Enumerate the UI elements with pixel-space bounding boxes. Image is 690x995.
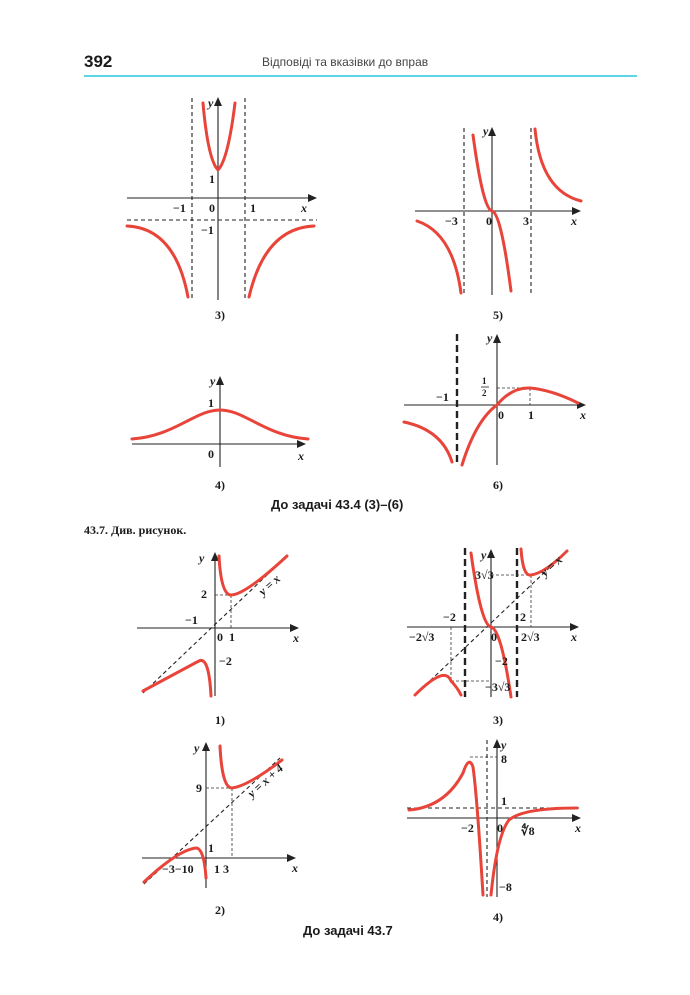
tick-label: 1	[208, 396, 214, 410]
running-header: Відповіді та вказівки до вправ	[262, 55, 429, 69]
page-number: 392	[84, 52, 113, 71]
y-label: y	[194, 741, 200, 755]
tick-label: 3	[523, 214, 529, 228]
tick-label: 3√3	[475, 568, 494, 582]
tick-label: 2	[201, 587, 207, 601]
tick-label: −2	[495, 654, 508, 668]
graph-3-curve-left	[127, 226, 188, 297]
tick-label: −3−10	[162, 862, 194, 876]
y-label: y	[210, 374, 216, 388]
subfigure-label: 4)	[493, 910, 503, 924]
tick-label: −2√3	[409, 630, 435, 644]
problem-text: 43.7. Див. рисунок.	[84, 523, 187, 537]
graph-3-curve-right	[249, 226, 314, 297]
tick-label: 2√3	[521, 630, 540, 644]
y-label: y	[487, 331, 493, 345]
subfigure-label: 3)	[493, 713, 503, 727]
y-label: y	[481, 548, 487, 562]
tick-label: 1	[208, 841, 214, 855]
graph-3-curve-left	[415, 675, 461, 695]
y-label: y	[199, 551, 205, 565]
x-label: x	[292, 861, 298, 875]
figure-caption: До задачі 43.4 (3)–(6)	[271, 497, 404, 512]
origin-label: 0	[497, 821, 503, 835]
graph-43-4-3	[125, 95, 325, 305]
asymptote-label: y = x + 4	[244, 761, 286, 801]
tick-label: −3	[445, 214, 458, 228]
tick-label: 1	[209, 172, 215, 186]
x-label: x	[293, 631, 299, 645]
origin-label: 0	[208, 447, 214, 461]
x-label: x	[571, 214, 577, 228]
tick-label: −2	[443, 610, 456, 624]
y-label: y	[483, 124, 489, 138]
header-rule	[84, 75, 637, 77]
graph-5-curve-left	[417, 221, 461, 293]
tick-label: 2	[520, 610, 526, 624]
subfigure-label: 4)	[215, 478, 225, 492]
x-label: x	[580, 408, 586, 422]
tick-label: 1	[528, 408, 534, 422]
origin-label: 0	[486, 214, 492, 228]
graph-43-4-5	[405, 123, 590, 298]
tick-label: 9	[196, 781, 202, 795]
subfigure-label: 3)	[215, 308, 225, 322]
y-label: y	[501, 738, 507, 752]
subfigure-label: 5)	[493, 308, 503, 322]
origin-label: 0	[209, 201, 215, 215]
graph-3-curve-center	[203, 103, 235, 170]
graph-43-7-3	[405, 545, 590, 700]
x-label: x	[571, 630, 577, 644]
asymptote-label: y = x	[255, 571, 283, 599]
fraction-numerator: 1	[482, 376, 487, 386]
tick-label: 1 3	[214, 862, 229, 876]
figure-caption: До задачі 43.7	[303, 923, 393, 938]
subfigure-label: 6)	[493, 478, 503, 492]
asymptote-label: y = x	[537, 552, 565, 580]
graph-43-4-4	[130, 372, 315, 472]
subfigure-label: 1)	[215, 713, 225, 727]
graph-6-curve-left	[404, 422, 452, 462]
fraction-denominator: 2	[482, 388, 487, 398]
tick-label: 1	[250, 201, 256, 215]
tick-label: −1	[185, 613, 198, 627]
x-label: x	[575, 821, 581, 835]
graph-43-7-4	[405, 735, 590, 900]
origin-label: 0	[498, 408, 504, 422]
tick-label: ∜8	[521, 824, 535, 838]
tick-label: 8	[501, 752, 507, 766]
tick-label: −1	[173, 201, 186, 215]
graph-43-7-1	[135, 548, 310, 698]
tick-label: −1	[201, 223, 214, 237]
y-label: y	[208, 96, 214, 110]
graph-1-curve-left	[143, 660, 211, 696]
x-label: x	[301, 201, 307, 215]
tick-label: −1	[436, 390, 449, 404]
origin-label: 0	[217, 630, 223, 644]
graph-43-7-2	[140, 738, 310, 893]
tick-label: −8	[499, 880, 512, 894]
tick-label: −2	[219, 654, 232, 668]
graph-6-curve-right	[462, 388, 578, 465]
tick-label: 1	[501, 794, 507, 808]
origin-label: 0	[491, 630, 497, 644]
x-label: x	[298, 449, 304, 463]
graph-5-curve-right	[535, 129, 581, 201]
tick-label: −2	[461, 821, 474, 835]
graph-43-4-6	[402, 330, 592, 470]
tick-label: −3√3	[485, 680, 511, 694]
subfigure-label: 2)	[215, 903, 225, 917]
tick-label: 1	[229, 630, 235, 644]
